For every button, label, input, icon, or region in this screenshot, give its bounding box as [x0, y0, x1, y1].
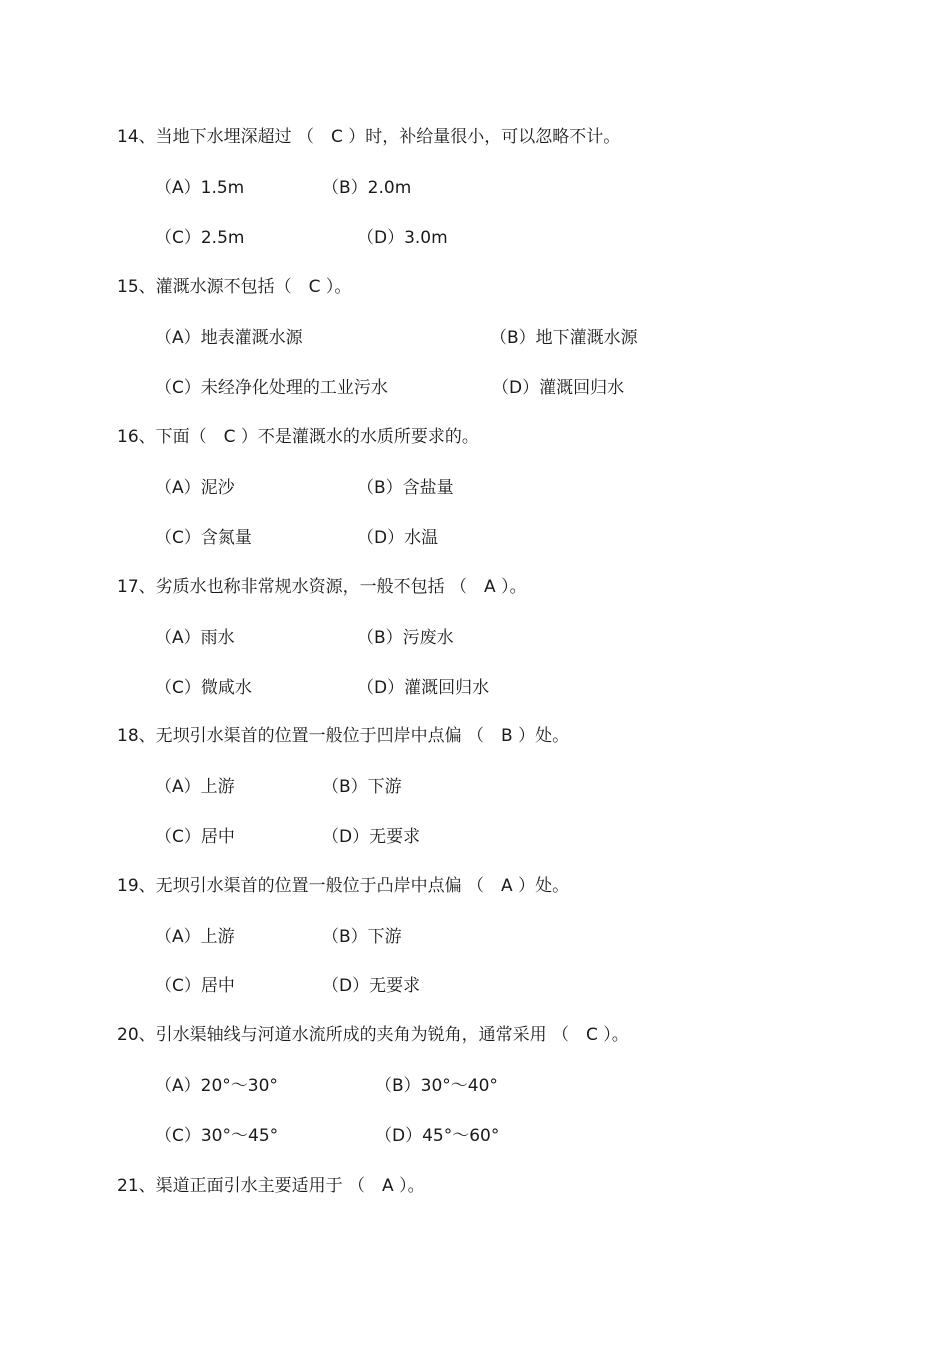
option-c: （C）含氮量	[155, 528, 252, 548]
option-b: （B）下游	[322, 777, 402, 797]
question-stem: 19、无坝引水渠首的位置一般位于凸岸中点偏 （ A ）处。	[117, 876, 570, 896]
option-a: （A）上游	[155, 777, 235, 797]
option-a: （A）20°～30°	[155, 1076, 278, 1096]
option-d: （D）45°～60°	[375, 1126, 500, 1146]
option-c: （C）30°～45°	[155, 1126, 279, 1146]
option-a: （A）雨水	[155, 628, 235, 648]
option-d: （D）灌溉回归水	[492, 378, 625, 398]
option-c: （C）微咸水	[155, 678, 252, 698]
option-d: （D）灌溉回归水	[357, 678, 490, 698]
option-d: （D）无要求	[322, 827, 421, 847]
option-b: （B）地下灌溉水源	[490, 328, 638, 348]
question-stem: 20、引水渠轴线与河道水流所成的夹角为锐角，通常采用 （ C ）。	[117, 1025, 629, 1045]
option-d: （D）水温	[357, 528, 439, 548]
option-c: （C）居中	[155, 976, 235, 996]
option-b: （B）30°～40°	[375, 1076, 498, 1096]
option-b: （B）2.0m	[322, 178, 412, 198]
question-stem: 18、无坝引水渠首的位置一般位于凹岸中点偏 （ B ）处。	[117, 726, 570, 746]
option-a: （A）泥沙	[155, 478, 235, 498]
option-a: （A）上游	[155, 927, 235, 947]
question-stem: 16、下面（ C ）不是灌溉水的水质所要求的。	[117, 427, 479, 447]
question-stem: 21、渠道正面引水主要适用于 （ A ）。	[117, 1176, 425, 1196]
option-d: （D）3.0m	[357, 228, 448, 248]
option-c: （C）2.5m	[155, 228, 245, 248]
option-b: （B）下游	[322, 927, 402, 947]
option-c: （C）居中	[155, 827, 235, 847]
option-c: （C）未经净化处理的工业污水	[155, 378, 388, 398]
option-a: （A）1.5m	[155, 178, 245, 198]
option-d: （D）无要求	[322, 976, 421, 996]
question-stem: 14、当地下水埋深超过 （ C ）时，补给量很小，可以忽略不计。	[117, 127, 621, 147]
question-stem: 17、劣质水也称非常规水资源，一般不包括 （ A ）。	[117, 577, 527, 597]
option-a: （A）地表灌溉水源	[155, 328, 303, 348]
option-b: （B）含盐量	[357, 478, 454, 498]
option-b: （B）污废水	[357, 628, 454, 648]
question-stem: 15、灌溉水源不包括（ C ）。	[117, 277, 352, 297]
